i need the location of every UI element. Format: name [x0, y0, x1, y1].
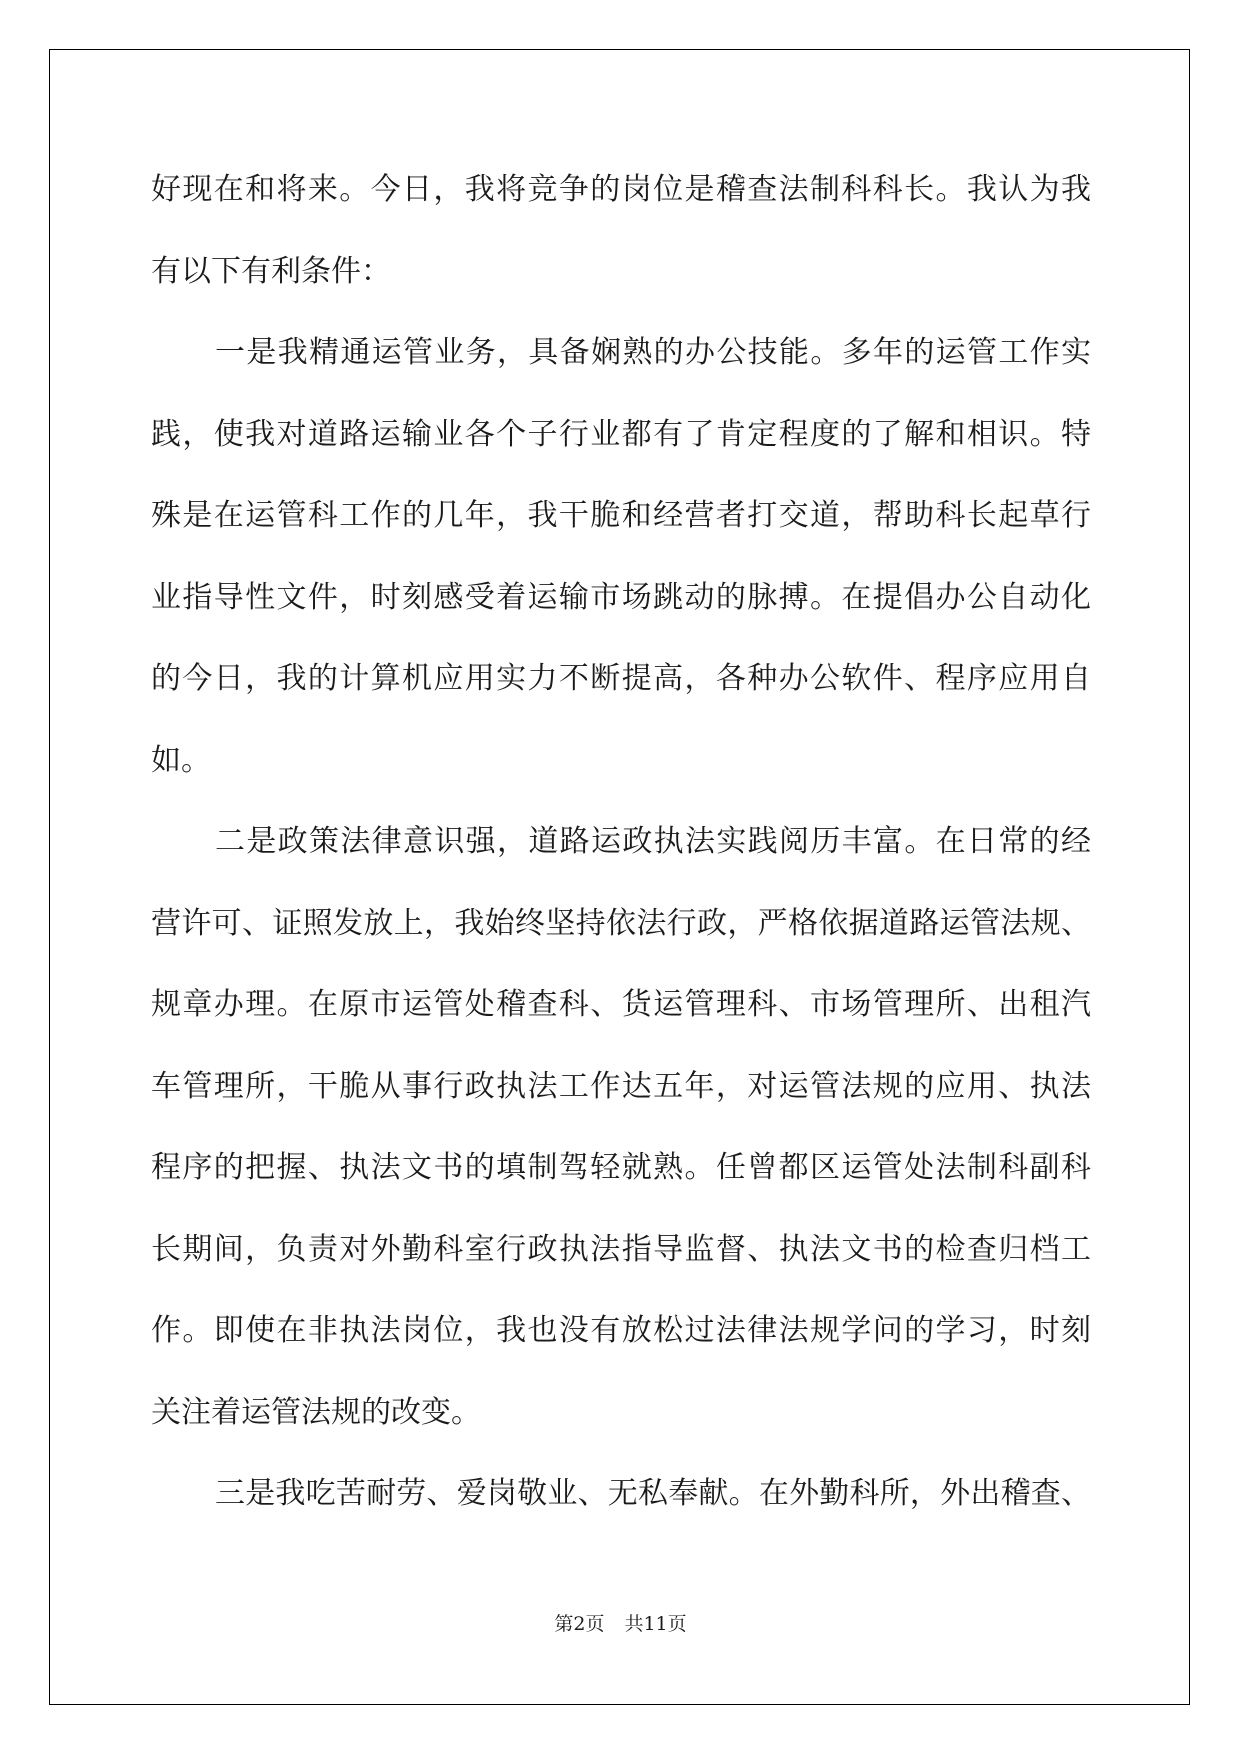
text-line: 程序的把握、执法文书的填制驾轻就熟。任曾都区运管处法制科副科	[151, 1150, 1091, 1185]
text-line: 规章办理。在原市运管处稽查科、货运管理科、市场管理所、出租汽	[151, 987, 1091, 1022]
text-line: 的今日，我的计算机应用实力不断提高，各种办公软件、程序应用自	[151, 661, 1091, 696]
page-total: 共11页	[624, 1613, 687, 1635]
text-line: 好现在和将来。今日，我将竞争的岗位是稽查法制科科长。我认为我	[151, 172, 1091, 207]
text-line: 一是我精通运管业务，具备娴熟的办公技能。多年的运管工作实	[215, 335, 1091, 370]
document-body	[151, 160, 1091, 1546]
text-line: 车管理所，干脆从事行政执法工作达五年，对运管法规的应用、执法	[151, 1068, 1091, 1104]
page-number: 第2页	[554, 1613, 605, 1635]
text-line: 业指导性文件，时刻感受着运输市场跳动的脉搏。在提倡办公自动化	[151, 579, 1091, 615]
text-line: 二是政策法律意识强，道路运政执法实践阅历丰富。在日常的经	[215, 824, 1091, 859]
text-line: 关注着运管法规的改变。	[151, 1394, 481, 1430]
text-line: 如。	[151, 742, 211, 778]
text-line: 作。即使在非执法岗位，我也没有放松过法律法规学问的学习，时刻	[151, 1313, 1091, 1348]
page-footer	[0, 1612, 1241, 1636]
text-line: 有以下有利条件：	[151, 253, 391, 289]
text-line: 殊是在运管科工作的几年，我干脆和经营者打交道，帮助科长起草行	[151, 498, 1091, 533]
text-line: 长期间，负责对外勤科室行政执法指导监督、执法文书的检查归档工	[151, 1231, 1091, 1267]
text-line: 营许可、证照发放上，我始终坚持依法行政，严格依据道路运管法规、	[151, 905, 1091, 941]
text-line: 三是我吃苦耐劳、爱岗敬业、无私奉献。在外勤科所，外出稽查、	[215, 1476, 1091, 1511]
text-line: 践，使我对道路运输业各个子行业都有了肯定程度的了解和相识。特	[151, 416, 1091, 452]
